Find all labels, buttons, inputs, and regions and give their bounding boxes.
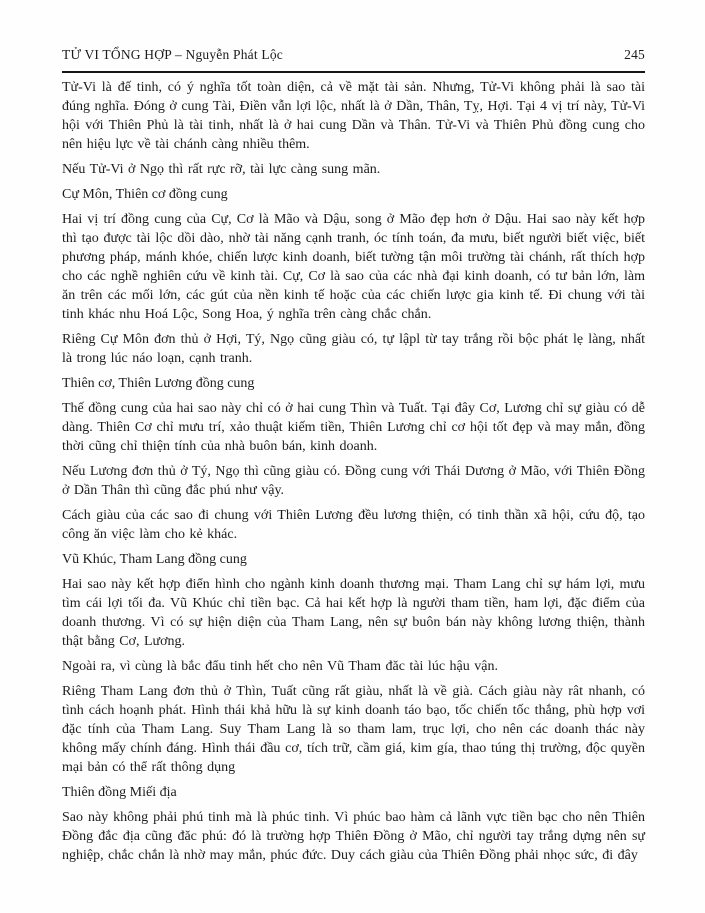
running-title: TỬ VI TỔNG HỢP – Nguyễn Phát Lộc [62,47,283,62]
page-header [62,46,645,63]
body-paragraph: Hai vị trí đồng cung của Cự, Cơ là Mão và Dậu, song ở Mão đẹp hơn ở Dậu. Hai sao này kết hợp thì tạo được tài lộc dồi dào, nhờ tài năng cạnh tranh, óc tính toán, đa mưu, biết người biết việc, biết phương pháp, mánh khóe, chiến lược kinh doanh, biết tường tận môi trường tài chánh, rất thích hợp cho các nghề nghiên cứu về kinh tài. Cự, Cơ là sao của các nhà đại kinh doanh, có tư bản lớn, làm ăn trên các mối lớn, các gút của nền kinh tế hoặc của các chiến lược gia kinh tế. Đi chung với tài tinh khác nhu Hoá Lộc, Song Hoa, ý nghĩa trên càng chắc chắn. [62,212,645,322]
document-body [62,78,645,865]
body-paragraph: Thế đồng cung của hai sao này chỉ có ở hai cung Thìn và Tuất. Tại đây Cơ, Lương chỉ sự giàu có dễ dàng. Thiên Cơ chỉ mưu trí, xảo thuật kiếm tiền, Thiên Lương chỉ cơ hội tốt đẹp và may mắn, đồng thời cũng chỉ thiện tính của nhà buôn bán, kinh doanh. [62,401,645,454]
section-heading: Cự Môn, Thiên cơ đồng cung [62,187,228,202]
body-paragraph: Ngoài ra, vì cùng là bắc đẩu tinh hết cho nên Vũ Tham đăc tài lúc hậu vận. [62,659,498,674]
body-paragraph: Tử-Vi là đế tinh, có ý nghĩa tốt toàn diện, cả về mặt tài sản. Nhưng, Tử-Vi không phải là sao tài đúng nghĩa. Đóng ở cung Tài, Điền vẫn lợi lộc, nhất là ở Dần, Thân, Tỵ, Hợi. Tại 4 vị trí này, Tử-Vi hội với Thiên Phủ là tài tinh, nhất là ở hai cung Dần và Thân. Tử-Vi và Thiên Phủ đồng cung cho nên hiệu lực về tài chánh càng nhiều thêm. [62,80,645,152]
body-paragraph: Nếu Tử-Vi ở Ngọ thì rất rực rỡ, tài lực càng sung mãn. [62,162,381,177]
body-paragraph: Riêng Tham Lang đơn thủ ở Thìn, Tuất cũng rất giàu, nhất là về già. Cách giàu này rât nhanh, có tình cách hoạnh phát. Hình thái khả hữu là sự kinh doanh táo bạo, tốc chiến tốc thắng, phù hợp vơi đặc tính của Tham Lang. Suy Tham Lang là so tham lam, trục lợi, cho nên các doanh thác này không mấy chính đáng. Hình thái đầu cơ, tích trữ, cầm giá, kim gía, thao túng thị trường, độc quyền mại bản có thể rất thông dụng [62,684,645,775]
section-heading: Thiên đồng Miếi địa [62,785,177,800]
body-paragraph: Sao này không phải phú tinh mà là phúc tinh. Vì phúc bao hàm cả lãnh vực tiền bạc cho nên Thiên Đồng đắc địa cũng đăc phú: đó là trường hợp Thiên Đồng ở Mão, chỉ người tay trắng dựng nên sự nghiệp, chắc chắn là nhờ may mắn, phúc đức. Duy cách giàu của Thiên Đồng phải nhọc sức, đi đây [62,810,645,863]
body-paragraph: Nếu Lương đơn thủ ở Tý, Ngọ thì cũng giàu có. Đồng cung với Thái Dương ở Mão, với Thiên Đồng ở Dần Thân thì cũng đắc phú như vậy. [62,464,645,498]
section-heading: Thiên cơ, Thiên Lương đồng cung [62,376,255,391]
page-number: 245 [624,47,645,62]
body-paragraph: Hai sao này kết hợp điển hình cho ngành kinh doanh thương mại. Tham Lang chỉ sự hám lợi, mưu tìm cái lợi tối đa. Vũ Khúc chỉ tiền bạc. Cả hai kết hợp là người tham tiền, ham lợi, đặc điểm của doanh thương. Vì có sự hiện diện của Tham Lang, nên sự buôn bán này không lương thiện, thành thật bằng Cơ, Lương. [62,577,645,649]
body-paragraph: Cách giàu của các sao đi chung với Thiên Lương đều lương thiện, có tinh thần xã hội, cứu độ, tạo công ăn việc làm cho kẻ khác. [62,508,645,542]
header-divider [62,71,645,73]
body-paragraph: Riêng Cự Môn đơn thủ ở Hợi, Tý, Ngọ cũng giàu có, tự lậpl từ tay trắng rồi bộc phát lẹ làng, nhất là trong lúc náo loạn, cạnh tranh. [62,332,645,366]
section-heading: Vũ Khúc, Tham Lang đồng cung [62,552,247,567]
